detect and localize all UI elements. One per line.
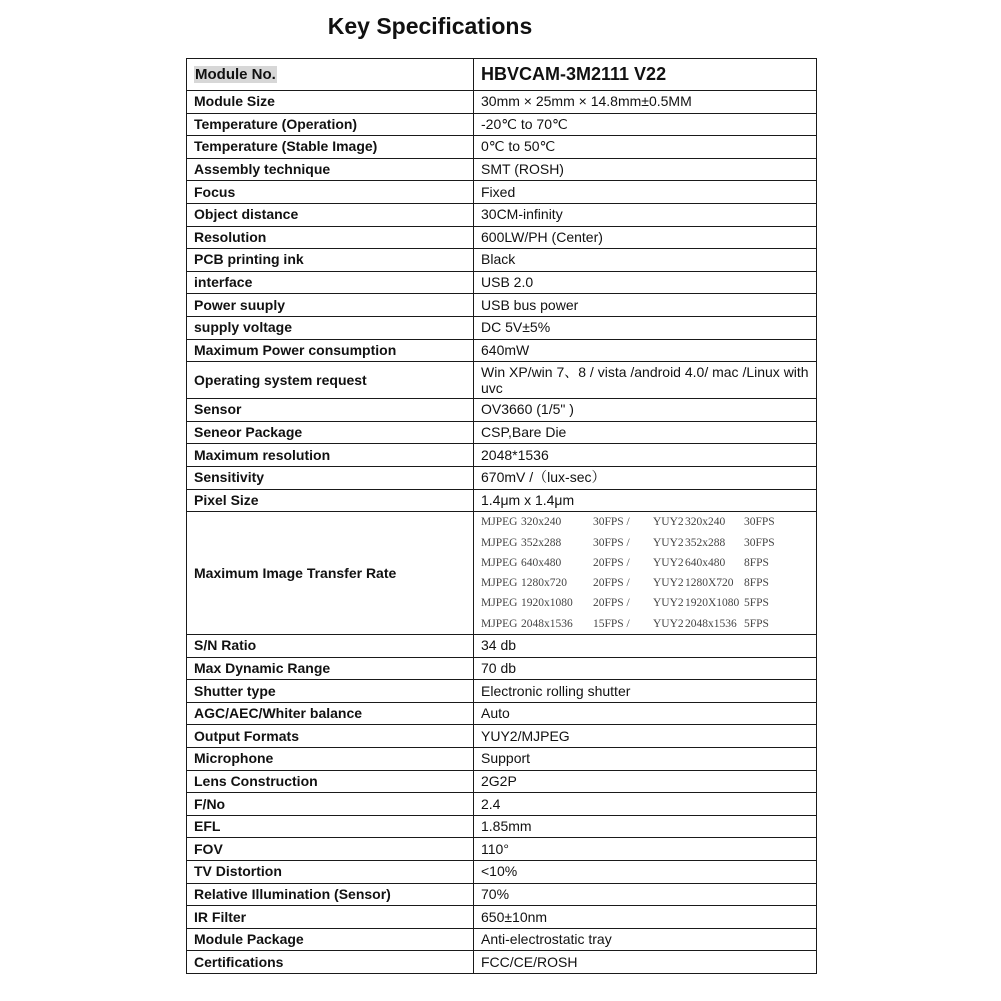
table-row: [187, 489, 817, 512]
spec-label: Output Formats: [187, 725, 474, 748]
spec-label: AGC/AEC/Whiter balance: [187, 702, 474, 725]
spec-label: Max Dynamic Range: [187, 657, 474, 680]
table-row: [187, 838, 817, 861]
spec-label: Module Package: [187, 928, 474, 951]
spec-label: Shutter type: [187, 680, 474, 703]
table-row: [187, 748, 817, 771]
module-no-label: [187, 59, 474, 91]
rate-fps: 20FPS /: [593, 556, 630, 569]
table-row: [187, 181, 817, 204]
spec-value: -20℃ to 70℃: [474, 113, 817, 136]
rate-resolution: 1280X720: [685, 577, 734, 590]
table-row: [187, 657, 817, 680]
spec-label: IR Filter: [187, 906, 474, 929]
spec-label: PCB printing ink: [187, 249, 474, 272]
rate-format: YUY2: [653, 577, 684, 590]
rate-fps: 30FPS: [744, 516, 775, 529]
table-row: [187, 113, 817, 136]
rate-fps: 30FPS /: [593, 536, 630, 549]
table-row: [187, 421, 817, 444]
rate-format: YUY2: [653, 516, 684, 529]
spec-value: 2048*1536: [474, 444, 817, 467]
table-row: [187, 339, 817, 362]
spec-value: 30CM-infinity: [474, 203, 817, 226]
spec-label: supply voltage: [187, 316, 474, 339]
spec-label: Temperature (Operation): [187, 113, 474, 136]
spec-label: FOV: [187, 838, 474, 861]
spec-label: Relative Illumination (Sensor): [187, 883, 474, 906]
rate-resolution: 2048x1536: [521, 617, 573, 630]
spec-value: 30mm × 25mm × 14.8mm±0.5MM: [474, 91, 817, 114]
spec-label: interface: [187, 271, 474, 294]
rate-resolution: 352x288: [521, 536, 562, 549]
rate-fps: 8FPS: [744, 577, 769, 590]
spec-value: Auto: [474, 702, 817, 725]
table-row: [187, 680, 817, 703]
spec-value: 34 db: [474, 635, 817, 658]
spec-value: FCC/CE/ROSH: [474, 951, 817, 974]
table-row: [187, 883, 817, 906]
spec-value: 2G2P: [474, 770, 817, 793]
rate-resolution: 320x240: [521, 516, 562, 529]
spec-value: YUY2/MJPEG: [474, 725, 817, 748]
spec-value: DC 5V±5%: [474, 316, 817, 339]
spec-label: Pixel Size: [187, 489, 474, 512]
transfer-rate-line: [481, 593, 809, 613]
spec-value: <10%: [474, 861, 817, 884]
rate-fps: 5FPS: [744, 597, 769, 610]
table-row: [187, 725, 817, 748]
table-row: [187, 203, 817, 226]
rate-fps: 30FPS /: [593, 516, 630, 529]
rate-format: MJPEG: [481, 516, 518, 529]
spec-value: 650±10nm: [474, 906, 817, 929]
spec-value: OV3660 (1/5" ): [474, 399, 817, 422]
rate-resolution: 2048x1536: [685, 617, 737, 630]
spec-label: Module Size: [187, 91, 474, 114]
rate-format: MJPEG: [481, 577, 518, 590]
spec-label: Maximum resolution: [187, 444, 474, 467]
table-row: [187, 793, 817, 816]
page-title: Key Specifications: [327, 13, 533, 39]
spec-value: 670mV /（lux-sec）: [474, 466, 817, 489]
transfer-rate-line: [481, 573, 809, 593]
table-row: [187, 136, 817, 159]
module-no-value: HBVCAM-3M2111 V22: [474, 59, 817, 91]
spec-label: Maximum Power consumption: [187, 339, 474, 362]
table-row: [187, 271, 817, 294]
spec-value: 70%: [474, 883, 817, 906]
table-row: [187, 702, 817, 725]
rate-format: MJPEG: [481, 556, 518, 569]
rate-format: YUY2: [653, 617, 684, 630]
table-row: [187, 906, 817, 929]
spec-value: 110°: [474, 838, 817, 861]
spec-value: CSP,Bare Die: [474, 421, 817, 444]
spec-label: Resolution: [187, 226, 474, 249]
rate-format: MJPEG: [481, 597, 518, 610]
spec-label: Assembly technique: [187, 158, 474, 181]
spec-label: F/No: [187, 793, 474, 816]
table-row: [187, 815, 817, 838]
table-row: [187, 91, 817, 114]
spec-value: 640mW: [474, 339, 817, 362]
table-row: [187, 770, 817, 793]
spec-value: SMT (ROSH): [474, 158, 817, 181]
table-row: [187, 466, 817, 489]
spec-value: 1.85mm: [474, 815, 817, 838]
spec-value: Electronic rolling shutter: [474, 680, 817, 703]
rate-resolution: 640x480: [521, 556, 562, 569]
rate-resolution: 320x240: [685, 516, 726, 529]
spec-label: EFL: [187, 815, 474, 838]
rate-fps: 8FPS: [744, 556, 769, 569]
rate-fps: 5FPS: [744, 617, 769, 630]
spec-value: 0℃ to 50℃: [474, 136, 817, 159]
spec-value: Support: [474, 748, 817, 771]
rate-resolution: 640x480: [685, 556, 726, 569]
rate-resolution: 352x288: [685, 536, 726, 549]
spec-label: TV Distortion: [187, 861, 474, 884]
transfer-rate-line: [481, 553, 809, 573]
rate-fps: 30FPS: [744, 536, 775, 549]
spec-value: 70 db: [474, 657, 817, 680]
table-row: [187, 399, 817, 422]
spec-label: Lens Construction: [187, 770, 474, 793]
spec-value: USB bus power: [474, 294, 817, 317]
table-row: [187, 226, 817, 249]
spec-label: Maximum Image Transfer Rate: [187, 512, 474, 635]
spec-label: Power suuply: [187, 294, 474, 317]
table-row: [187, 158, 817, 181]
rate-format: MJPEG: [481, 536, 518, 549]
rate-fps: 15FPS /: [593, 617, 630, 630]
spec-label: Sensitivity: [187, 466, 474, 489]
transfer-rate-list: [474, 512, 817, 635]
table-row: [187, 316, 817, 339]
table-row: [187, 444, 817, 467]
table-header-row: [187, 59, 817, 91]
rate-format: YUY2: [653, 536, 684, 549]
table-row: [187, 249, 817, 272]
spec-table: [186, 58, 817, 974]
transfer-rate-line: [481, 512, 809, 532]
rate-resolution: 1920X1080: [685, 597, 740, 610]
table-row: [187, 861, 817, 884]
table-row: [187, 362, 817, 399]
spec-value: USB 2.0: [474, 271, 817, 294]
spec-label: Microphone: [187, 748, 474, 771]
table-row: [187, 928, 817, 951]
transfer-rate-row: [187, 512, 817, 635]
spec-value: Fixed: [474, 181, 817, 204]
spec-label: Certifications: [187, 951, 474, 974]
spec-label: S/N Ratio: [187, 635, 474, 658]
transfer-rate-line: [481, 614, 809, 634]
spec-value: Black: [474, 249, 817, 272]
table-row: [187, 951, 817, 974]
table-row: [187, 294, 817, 317]
spec-label: Temperature (Stable Image): [187, 136, 474, 159]
rate-format: MJPEG: [481, 617, 518, 630]
spec-label: Sensor: [187, 399, 474, 422]
spec-label: Object distance: [187, 203, 474, 226]
table-row: [187, 635, 817, 658]
spec-value: 600LW/PH (Center): [474, 226, 817, 249]
module-no-label-text: Module No.: [195, 66, 276, 83]
spec-label: Seneor Package: [187, 421, 474, 444]
spec-label: Focus: [187, 181, 474, 204]
rate-resolution: 1280x720: [521, 577, 567, 590]
rate-fps: 20FPS /: [593, 597, 630, 610]
rate-resolution: 1920x1080: [521, 597, 573, 610]
spec-value: Win XP/win 7、8 / vista /android 4.0/ mac /Linux with uvc: [474, 362, 817, 399]
transfer-rate-line: [481, 533, 809, 553]
rate-format: YUY2: [653, 597, 684, 610]
spec-value: 1.4μm x 1.4μm: [474, 489, 817, 512]
spec-value: 2.4: [474, 793, 817, 816]
rate-fps: 20FPS /: [593, 577, 630, 590]
rate-format: YUY2: [653, 556, 684, 569]
spec-value: Anti-electrostatic tray: [474, 928, 817, 951]
spec-label: Operating system request: [187, 362, 474, 399]
